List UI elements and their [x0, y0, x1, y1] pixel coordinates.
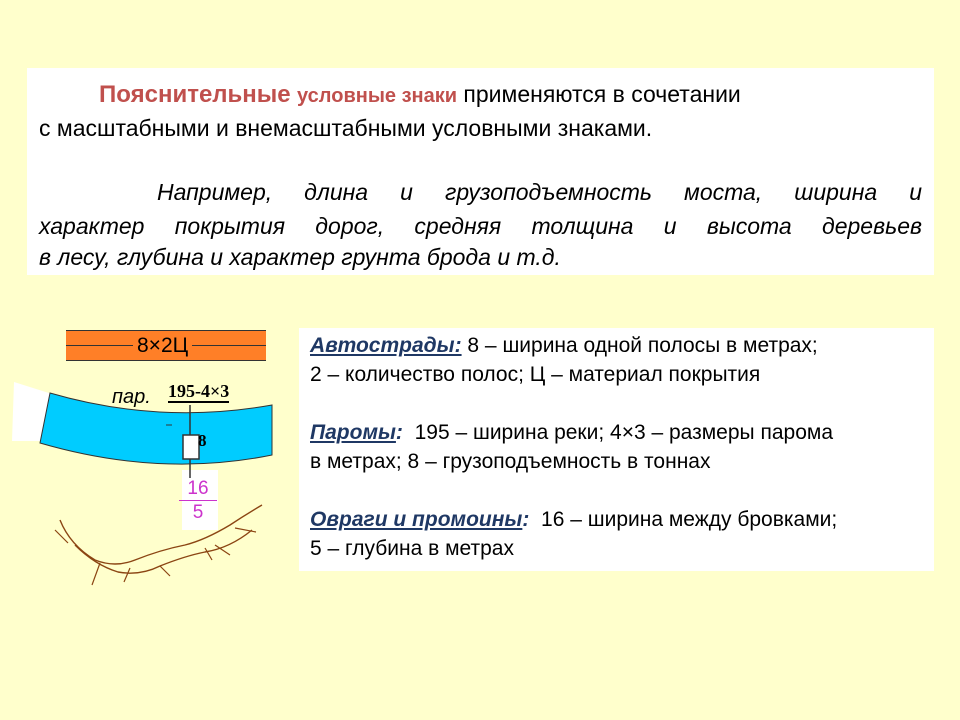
legend-ferries-head: Паромы [310, 421, 396, 444]
legend-roads-text1: 8 – ширина одной полосы в метрах; [467, 334, 818, 357]
intro-line-1 [39, 81, 922, 109]
intro-line1-rest: применяются в сочетании [463, 81, 741, 107]
intro-emph-explanatory: Пояснительные [99, 81, 291, 108]
legend-gullies-text1: 16 – ширина между бровками; [541, 508, 838, 531]
legend-box [299, 328, 934, 571]
gully-outline-top [60, 505, 262, 564]
legend-gullies-line1 [310, 508, 837, 532]
example-line-1: Например, длина и грузоподъемность моста, ширина и [157, 179, 922, 205]
legend-roads-head: Автострады: [310, 334, 462, 357]
legend-ferries-text1: 195 – ширина реки; 4×3 – размеры парома [414, 421, 833, 444]
ferry-label: 195-4×3 [168, 381, 230, 401]
legend-gullies-head: Овраги и промоины [310, 508, 523, 531]
intro-emph-signs: условные знаки [297, 85, 458, 107]
legend-ferries-line2: в метрах; 8 – грузоподъемность в тоннах [310, 450, 711, 473]
ferry-capacity: 8 [198, 431, 207, 450]
ferry-prefix: пар. [112, 386, 151, 408]
legend-ferries-line1 [310, 421, 833, 445]
legend-gullies-colon: : [522, 508, 530, 531]
river-band [40, 393, 272, 464]
legend-roads-line1 [310, 334, 818, 358]
gully-label [179, 478, 217, 524]
example-line-3: в лесу, глубина и характер грунта брода и т.д. [39, 244, 561, 270]
intro-box [27, 68, 934, 275]
gully-branches [55, 528, 256, 585]
road-label: 8×2Ц [133, 333, 192, 359]
gully-depth: 5 [192, 502, 204, 523]
legend-gullies-line2: 5 – глубина в метрах [310, 537, 514, 560]
example-line-2: характер покрытия дорог, средняя толщина и высота деревьев [39, 213, 922, 239]
gully-width: 16 [179, 478, 217, 501]
ferry-icon [183, 435, 199, 459]
legend-roads-line2: 2 – количество полос; Ц – материал покрытия [310, 363, 761, 386]
intro-line-2: с масштабными и внемасштабными условными знаками. [39, 115, 653, 141]
legend-ferries-colon: : [395, 421, 403, 444]
